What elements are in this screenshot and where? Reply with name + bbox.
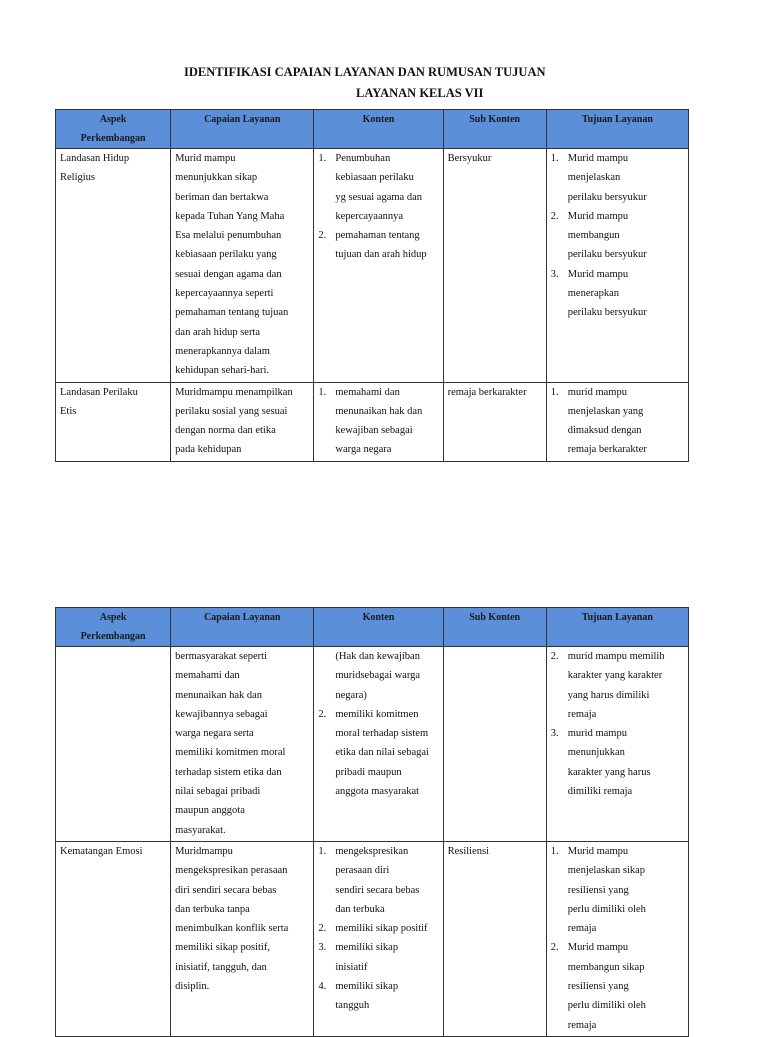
- tujuan-line: remaja: [567, 708, 597, 720]
- tujuan-line: remaja: [567, 923, 597, 935]
- tujuan-line: Murid mampu: [567, 153, 629, 164]
- capaian-line: menunjukkan sikap: [175, 172, 258, 184]
- cell-tujuan: [546, 841, 688, 1036]
- capaian-line: kehidupan sehari-hari.: [175, 365, 270, 377]
- cell-sub-konten: Bersyukur: [443, 149, 546, 383]
- cell-sub-konten: Resiliensi: [443, 841, 546, 1036]
- tujuan-line: yang harus dimiliki: [567, 689, 650, 701]
- cell-aspek: [56, 382, 171, 461]
- cell-capaian: [171, 841, 314, 1036]
- tujuan-item: [551, 938, 685, 1034]
- tujuan-list: [551, 383, 685, 460]
- konten-line: menunaikan hak dan: [335, 405, 423, 417]
- tujuan-line: Murid mampu: [567, 942, 629, 954]
- capaian-line: menerapkannya dalam: [175, 345, 270, 357]
- cell-tujuan: [546, 382, 688, 461]
- konten-line: tujuan dan arah hidup: [335, 249, 427, 261]
- konten-line: negara): [335, 689, 367, 701]
- konten-item: [318, 149, 439, 226]
- tujuan-item: [551, 383, 685, 460]
- cell-capaian: [171, 149, 314, 383]
- header-aspek-line1: Aspek: [99, 612, 127, 623]
- table-page-1: [55, 109, 689, 462]
- cell-aspek: [56, 149, 171, 383]
- tujuan-line: Murid mampu: [567, 845, 629, 857]
- table-row: [56, 382, 689, 461]
- cell-konten: [314, 382, 443, 461]
- capaian-line: maupun anggota: [175, 805, 245, 817]
- tujuan-line: menunjukkan: [567, 747, 625, 759]
- header-tujuan: Tujuan Layanan: [546, 608, 688, 647]
- konten-item: [318, 383, 439, 460]
- tujuan-item: [551, 724, 685, 801]
- header-capaian: Capaian Layanan: [171, 110, 314, 149]
- konten-continuation: [318, 647, 439, 705]
- tujuan-line: remaja: [567, 1019, 597, 1031]
- tujuan-line: karakter yang karakter: [567, 670, 663, 682]
- tujuan-line: perlu dimiliki oleh: [567, 1000, 646, 1012]
- konten-line: kebiasaan perilaku: [335, 172, 414, 184]
- tujuan-line: perilaku bersyukur: [567, 249, 647, 261]
- konten-line: yg sesuai agama dan: [335, 191, 422, 203]
- cell-konten: [314, 841, 443, 1036]
- list-number: 2.: [318, 923, 327, 935]
- capaian-line: memahami dan: [175, 670, 240, 682]
- cell-aspek: [56, 647, 171, 842]
- header-konten: Konten: [314, 608, 443, 647]
- tujuan-item: [551, 149, 685, 207]
- cell-tujuan: [546, 647, 688, 842]
- list-number: 3.: [550, 728, 559, 740]
- aspek-line: Landasan Hidup: [60, 153, 130, 164]
- cell-tujuan: [546, 149, 688, 383]
- konten-list: [318, 383, 439, 460]
- table-row: [56, 841, 689, 1036]
- cell-capaian: [171, 647, 314, 842]
- list-number: 1.: [550, 845, 559, 857]
- capaian-line: memiliki komitmen moral: [175, 747, 286, 759]
- konten-item: [318, 977, 439, 1016]
- capaian-line: kepercayaannya seperti: [175, 288, 274, 300]
- capaian-line: beriman dan bertakwa: [175, 191, 269, 203]
- tujuan-line: dimaksud dengan: [567, 425, 642, 437]
- tujuan-line: resiliensi yang: [567, 884, 629, 896]
- tujuan-line: menjelaskan yang: [567, 405, 644, 417]
- konten-item: [318, 919, 439, 938]
- konten-list: [318, 705, 439, 801]
- capaian-line: Esa melalui penumbuhan: [175, 230, 282, 242]
- capaian-line: Muridmampu: [175, 845, 233, 857]
- capaian-line: kebiasaan perilaku yang: [175, 249, 277, 261]
- capaian-line: pada kehidupan: [175, 444, 242, 456]
- cell-konten: [314, 149, 443, 383]
- cell-aspek: [56, 841, 171, 1036]
- aspek-line: Kematangan Emosi: [60, 845, 143, 857]
- konten-item: [318, 705, 439, 801]
- capaian-line: warga negara serta: [175, 728, 254, 740]
- tujuan-line: resiliensi yang: [567, 981, 629, 993]
- konten-item: [318, 938, 439, 977]
- capaian-line: kewajibannya sebagai: [175, 708, 268, 720]
- aspek-line: Landasan Perilaku: [60, 386, 138, 398]
- konten-line: tangguh: [335, 1000, 370, 1012]
- tujuan-line: remaja berkarakter: [567, 444, 647, 456]
- tujuan-item: [551, 207, 685, 265]
- header-tujuan: Tujuan Layanan: [546, 110, 688, 149]
- konten-line: memahami dan: [335, 386, 400, 398]
- konten-line: memiliki komitmen: [335, 708, 419, 720]
- list-number: 1.: [550, 153, 559, 164]
- tujuan-line: membangun sikap: [567, 961, 645, 973]
- tujuan-line: perlu dimiliki oleh: [567, 903, 646, 915]
- tujuan-line: murid mampu: [567, 386, 627, 398]
- capaian-line: mengekspresikan perasaan: [175, 865, 288, 877]
- capaian-line: dengan norma dan etika: [175, 425, 276, 437]
- cell-konten: [314, 647, 443, 842]
- tujuan-line: dimiliki remaja: [567, 786, 633, 798]
- tujuan-line: murid mampu: [567, 728, 627, 740]
- header-sub-konten: Sub Konten: [443, 608, 546, 647]
- konten-line: anggota masyarakat: [335, 786, 420, 798]
- table-page-2: [55, 607, 689, 1037]
- header-capaian: Capaian Layanan: [171, 608, 314, 647]
- tujuan-item: [551, 842, 685, 938]
- capaian-line: masyarakat.: [175, 824, 226, 836]
- tujuan-item: [551, 265, 685, 323]
- capaian-line: memiliki sikap positif,: [175, 942, 270, 954]
- konten-item: [318, 226, 439, 265]
- konten-line: dan terbuka: [335, 903, 385, 915]
- capaian-line: sesuai dengan agama dan: [175, 268, 282, 280]
- tujuan-line: menerapkan: [567, 288, 620, 300]
- tujuan-list: [551, 149, 685, 323]
- list-number: 1.: [318, 386, 327, 398]
- document-title-line-1: IDENTIFIKASI CAPAIAN LAYANAN DAN RUMUSAN TUJUAN: [184, 65, 546, 79]
- list-number: 1.: [550, 386, 559, 398]
- list-number: 2.: [550, 942, 559, 954]
- capaian-line: Murid mampu: [175, 153, 236, 164]
- capaian-line: perilaku sosial yang sesuai: [175, 405, 288, 417]
- list-number: 2.: [318, 230, 327, 242]
- list-number: 2.: [318, 708, 327, 720]
- konten-line: pemahaman tentang: [335, 230, 420, 242]
- capaian-line: inisiatif, tangguh, dan: [175, 961, 267, 973]
- tujuan-line: Murid mampu: [567, 210, 629, 222]
- capaian-line: dan arah hidup serta: [175, 326, 261, 338]
- konten-line: pribadi maupun: [335, 766, 402, 778]
- konten-line: moral terhadap sistem: [335, 728, 429, 740]
- capaian-line: bermasyarakat seperti: [175, 651, 268, 662]
- capaian-line: dan terbuka tanpa: [175, 903, 250, 915]
- tujuan-line: murid mampu memilih: [567, 651, 665, 662]
- header-aspek: [56, 110, 171, 149]
- konten-line: perasaan diri: [335, 865, 390, 877]
- konten-line: inisiatif: [335, 961, 368, 973]
- aspek-line: Religius: [60, 172, 96, 184]
- konten-line: kewajiban sebagai: [335, 425, 413, 437]
- header-aspek-line2: Perkembangan: [80, 133, 146, 144]
- capaian-line: Muridmampu menampilkan: [175, 386, 293, 398]
- tujuan-line: menjelaskan sikap: [567, 865, 646, 877]
- table-row: [56, 647, 689, 842]
- capaian-line: diri sendiri secara bebas: [175, 884, 277, 896]
- list-number: 2.: [550, 651, 559, 662]
- header-aspek-line2: Perkembangan: [80, 631, 146, 642]
- konten-line: memiliki sikap: [335, 981, 399, 993]
- konten-line: memiliki sikap: [335, 942, 399, 954]
- header-aspek: [56, 608, 171, 647]
- konten-line: kepercayaannya: [335, 210, 404, 222]
- konten-list: [318, 149, 439, 265]
- capaian-line: menimbulkan konflik serta: [175, 923, 289, 935]
- header-sub-konten: Sub Konten: [443, 110, 546, 149]
- list-number: 3.: [318, 942, 327, 954]
- tujuan-line: perilaku bersyukur: [567, 191, 647, 203]
- konten-line: (Hak dan kewajiban: [335, 651, 420, 662]
- list-number: 1.: [318, 845, 327, 857]
- table-header-row: [56, 608, 689, 647]
- list-number: 1.: [318, 153, 327, 164]
- tujuan-item: [551, 647, 685, 724]
- table-header-row: [56, 110, 689, 149]
- document-title-line-2: LAYANAN KELAS VII: [356, 86, 484, 100]
- aspek-line: Etis: [60, 405, 77, 417]
- konten-line: memiliki sikap positif: [335, 923, 428, 935]
- list-number: 4.: [318, 981, 327, 993]
- cell-sub-konten: remaja berkarakter: [443, 382, 546, 461]
- tujuan-line: membangun: [567, 230, 620, 242]
- capaian-line: menunaikan hak dan: [175, 689, 263, 701]
- cell-capaian: [171, 382, 314, 461]
- konten-line: muridsebagai warga: [335, 670, 421, 682]
- konten-line: Penumbuhan: [335, 153, 391, 164]
- konten-line: etika dan nilai sebagai: [335, 747, 429, 759]
- tujuan-line: Murid mampu: [567, 268, 629, 280]
- tujuan-line: karakter yang harus: [567, 766, 651, 778]
- table-row: [56, 149, 689, 383]
- capaian-line: terhadap sistem etika dan: [175, 766, 282, 778]
- capaian-line: pemahaman tentang tujuan: [175, 307, 289, 319]
- capaian-line: disiplin.: [175, 981, 210, 993]
- tujuan-list: [551, 647, 685, 801]
- konten-line: mengekspresikan: [335, 845, 409, 857]
- header-aspek-line1: Aspek: [99, 114, 127, 125]
- konten-list: [318, 842, 439, 1016]
- capaian-line: nilai sebagai pribadi: [175, 786, 261, 798]
- konten-line: warga negara: [335, 444, 392, 456]
- cell-sub-konten: [443, 647, 546, 842]
- konten-item: [318, 842, 439, 919]
- header-konten: Konten: [314, 110, 443, 149]
- konten-line: sendiri secara bebas: [335, 884, 420, 896]
- list-number: 2.: [550, 210, 559, 222]
- list-number: 3.: [550, 268, 559, 280]
- tujuan-line: menjelaskan: [567, 172, 621, 184]
- tujuan-list: [551, 842, 685, 1035]
- tujuan-line: perilaku bersyukur: [567, 307, 647, 319]
- capaian-line: kepada Tuhan Yang Maha: [175, 210, 285, 222]
